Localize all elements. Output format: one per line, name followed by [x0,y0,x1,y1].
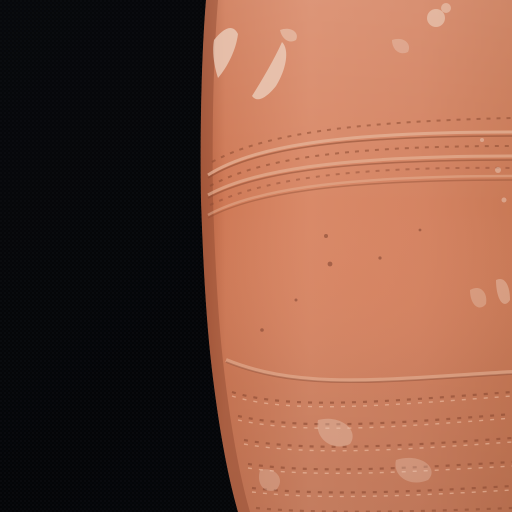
vessel-warm-glow [200,150,512,400]
vessel-fragment [200,0,512,512]
